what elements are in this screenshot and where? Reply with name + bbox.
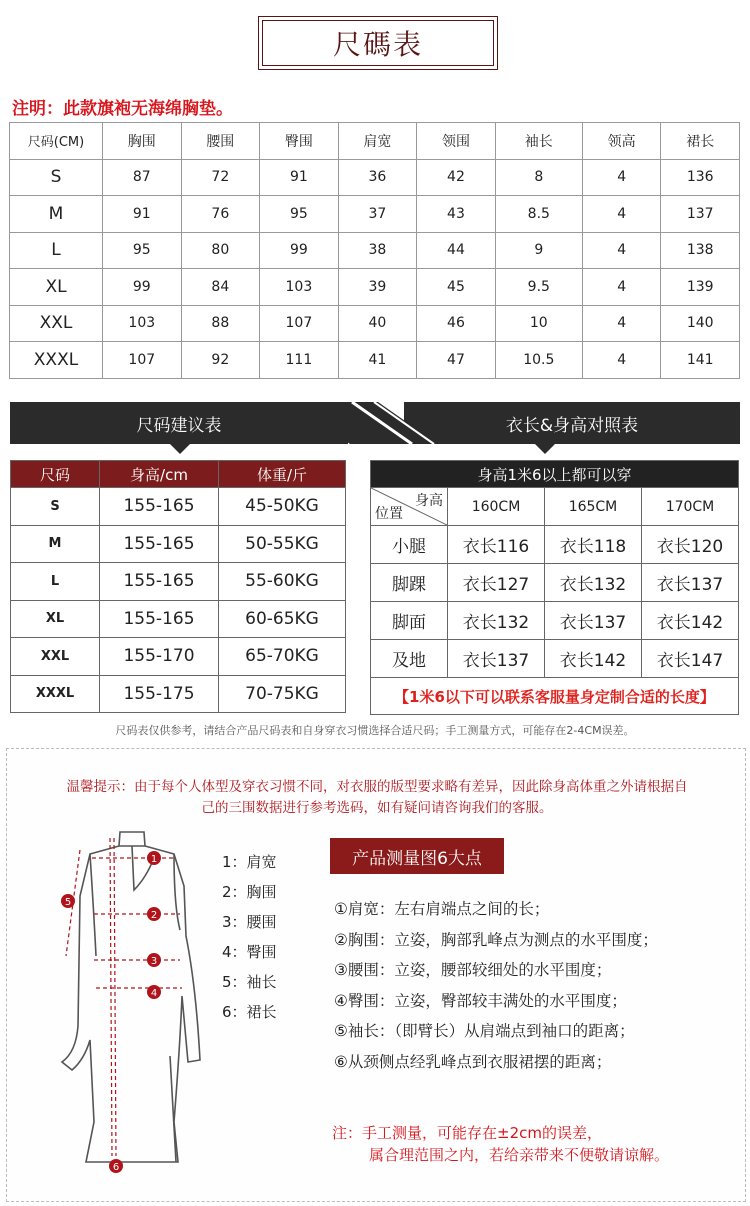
table-header-cell: 160CM — [448, 488, 545, 526]
table-cell: 139 — [661, 269, 740, 306]
table-cell: 80 — [181, 232, 260, 269]
legend-item: 3：腰围 — [222, 913, 277, 931]
table-header-cell: 袖长 — [495, 123, 582, 160]
table-cell: 40 — [338, 305, 417, 342]
table-cell: 155-175 — [100, 675, 219, 713]
table-cell: M — [11, 525, 100, 563]
legend-item: 2：胸围 — [222, 883, 277, 901]
table-cell: 95 — [103, 232, 182, 269]
table-cell: 155-165 — [100, 600, 219, 638]
tip-line: 温馨提示：由于每个人体型及穿衣习惯不同，对衣服的版型要求略有差异，因此除身高体重之外请根据自 — [66, 779, 688, 795]
table-cell: 72 — [181, 159, 260, 196]
legend-item: 4：臀围 — [222, 943, 277, 961]
table-cell: 137 — [661, 196, 740, 233]
marker-3: 3 — [150, 956, 158, 967]
table-cell: 脚面 — [371, 602, 448, 640]
measure-title: 产品测量图6大点 — [330, 838, 504, 874]
measure-list — [334, 894, 658, 1077]
table-cell: L — [10, 232, 103, 269]
table-cell: 107 — [103, 342, 182, 379]
table-header-cell: 身高/cm — [100, 461, 219, 488]
table-cell: 衣长118 — [544, 526, 641, 564]
table-cell: 衣长116 — [448, 526, 545, 564]
table-cell: 4 — [582, 232, 661, 269]
list-item: ③腰围：立姿，腰部较细处的水平围度； — [334, 961, 612, 979]
table-row — [371, 564, 739, 602]
table-cell: 10.5 — [495, 342, 582, 379]
table-cell: M — [10, 196, 103, 233]
table-cell: 91 — [103, 196, 182, 233]
table-cell: 8 — [495, 159, 582, 196]
table-header-cell: 领高 — [582, 123, 661, 160]
tip-line: 己的三围数据进行参考选码，如有疑问请咨询我们的客服。 — [201, 800, 553, 816]
table-cell: 衣长120 — [641, 526, 738, 564]
foot-note-line: 注：手工测量，可能存在±2cm的误差， — [332, 1124, 602, 1142]
table-cell: 9.5 — [495, 269, 582, 306]
corner-cell — [371, 488, 448, 526]
table-row — [10, 232, 740, 269]
table-cell: XXXL — [11, 675, 100, 713]
marker-6: 6 — [112, 1162, 120, 1173]
foot-note — [332, 1122, 669, 1166]
table-header-cell: 胸围 — [103, 123, 182, 160]
table-cell: 155-165 — [100, 488, 219, 526]
custom-length-note: 【1米6以下可以联系客服量身定制合适的长度】 — [371, 678, 739, 715]
table-cell: 38 — [338, 232, 417, 269]
table-cell: 衣长137 — [448, 640, 545, 678]
table-cell: 衣长132 — [448, 602, 545, 640]
table-cell: 4 — [582, 196, 661, 233]
marker-4: 4 — [150, 988, 158, 999]
table-cell: 45-50KG — [219, 488, 346, 526]
table-cell: XXL — [11, 638, 100, 676]
table-header-cell: 臀围 — [260, 123, 339, 160]
table-row — [10, 305, 740, 342]
table-cell: 140 — [661, 305, 740, 342]
down-arrow-icon — [535, 444, 555, 456]
table-cell: 10 — [495, 305, 582, 342]
table-cell: 88 — [181, 305, 260, 342]
marker-1: 1 — [150, 854, 158, 865]
size-suggestion-table — [10, 460, 346, 713]
table-cell: 103 — [260, 269, 339, 306]
table-cell: 及地 — [371, 640, 448, 678]
table-cell: 70-75KG — [219, 675, 346, 713]
corner-label-height: 身高 — [415, 493, 443, 509]
table-row — [371, 640, 739, 678]
table-row — [11, 600, 346, 638]
corner-label-position: 位置 — [375, 506, 403, 522]
table-cell: 37 — [338, 196, 417, 233]
table-cell: 衣长137 — [641, 564, 738, 602]
table-header-cell: 裙长 — [661, 123, 740, 160]
table-cell: 41 — [338, 342, 417, 379]
table-cell: 衣长142 — [544, 640, 641, 678]
table-header-cell: 165CM — [544, 488, 641, 526]
table-cell: S — [11, 488, 100, 526]
list-item: ⑤袖长：（即臂长）从肩端点到袖口的距离； — [334, 1022, 635, 1040]
table-header-cell: 尺码 — [11, 461, 100, 488]
table-row — [11, 525, 346, 563]
table-cell: 65-70KG — [219, 638, 346, 676]
table-cell: 111 — [260, 342, 339, 379]
table-header-cell: 尺码(CM) — [10, 123, 103, 160]
table-cell: 衣长142 — [641, 602, 738, 640]
table-cell: 136 — [661, 159, 740, 196]
table-cell: 4 — [582, 342, 661, 379]
table-cell: 43 — [417, 196, 496, 233]
table-cell: 4 — [582, 159, 661, 196]
table-cell: 138 — [661, 232, 740, 269]
table-cell: 小腿 — [371, 526, 448, 564]
list-item: ⑥从颈侧点经乳峰点到衣服裙摆的距离； — [334, 1052, 612, 1071]
table-cell: 44 — [417, 232, 496, 269]
table-cell: 60-65KG — [219, 600, 346, 638]
table-row — [11, 563, 346, 601]
table-cell: 95 — [260, 196, 339, 233]
down-arrow-icon — [170, 444, 190, 456]
table-row — [11, 488, 346, 526]
table-cell: L — [11, 563, 100, 601]
table-cell: 8.5 — [495, 196, 582, 233]
list-item: ④臀围：立姿，臀部较丰满处的水平围度； — [334, 991, 627, 1010]
legend-item: 5：袖长 — [222, 973, 277, 991]
table-cell: 50-55KG — [219, 525, 346, 563]
table-cell: 55-60KG — [219, 563, 346, 601]
table-row — [11, 675, 346, 713]
table-header-row — [11, 461, 346, 488]
table-header-cell: 肩宽 — [338, 123, 417, 160]
table-row — [11, 638, 346, 676]
length-height-table — [370, 460, 739, 715]
table-cell: XL — [10, 269, 103, 306]
table-header-cell: 170CM — [641, 488, 738, 526]
table-header-cell: 领围 — [417, 123, 496, 160]
table-cell: 99 — [260, 232, 339, 269]
table-cell: 87 — [103, 159, 182, 196]
table-cell: 91 — [260, 159, 339, 196]
table-cell: 107 — [260, 305, 339, 342]
table-cell: 84 — [181, 269, 260, 306]
table-cell: 42 — [417, 159, 496, 196]
table-row — [10, 269, 740, 306]
qipao-diagram — [50, 826, 215, 1178]
table-cell: S — [10, 159, 103, 196]
table-header-cell: 体重/斤 — [219, 461, 346, 488]
table-cell: 9 — [495, 232, 582, 269]
table-row — [10, 196, 740, 233]
table-header-cell: 腰围 — [181, 123, 260, 160]
table-header-row — [10, 123, 740, 160]
foot-note-line: 属合理范围之内，若给亲带来不便敬请谅解。 — [369, 1146, 670, 1164]
note-text: 注明：此款旗袍无海绵胸垫。 — [12, 99, 233, 119]
table-cell: 4 — [582, 305, 661, 342]
marker-2: 2 — [150, 910, 158, 921]
table-cell: XXL — [10, 305, 103, 342]
measure-legend — [222, 847, 277, 1027]
table-row — [10, 159, 740, 196]
table-cell: 46 — [417, 305, 496, 342]
table-cell: 47 — [417, 342, 496, 379]
table-cell: 99 — [103, 269, 182, 306]
table-cell: 衣长147 — [641, 640, 738, 678]
table-cell: 脚踝 — [371, 564, 448, 602]
size-table — [9, 122, 740, 379]
table-row — [10, 342, 740, 379]
table-cell: 4 — [582, 269, 661, 306]
table-row — [371, 526, 739, 564]
suggest-band: 尺码建议表 — [10, 402, 348, 444]
table-cell: 衣长132 — [544, 564, 641, 602]
table-cell: 92 — [181, 342, 260, 379]
page-title: 尺碼表 — [262, 20, 494, 66]
table-cell: 155-165 — [100, 525, 219, 563]
table-cell: 103 — [103, 305, 182, 342]
table-cell: 155-170 — [100, 638, 219, 676]
length-band: 衣长&身高对照表 — [404, 402, 740, 444]
table-row — [371, 488, 739, 526]
table-header-row — [371, 461, 739, 488]
table-header-cell: 身高1米6以上都可以穿 — [371, 461, 739, 488]
table-cell: 衣长127 — [448, 564, 545, 602]
disclaimer-text: 尺码表仅供参考，请结合产品尺码表和自身穿衣习惯选择合适尺码；手工测量方式，可能存在2-4CM误差。 — [115, 724, 635, 737]
table-row — [371, 602, 739, 640]
table-cell: 45 — [417, 269, 496, 306]
table-cell: 76 — [181, 196, 260, 233]
table-row — [371, 678, 739, 715]
list-item: ①肩宽：左右肩端点之间的长； — [334, 900, 550, 918]
tip-text — [18, 777, 736, 819]
table-cell: XXXL — [10, 342, 103, 379]
legend-item: 6：裙长 — [222, 1003, 277, 1021]
table-cell: XL — [11, 600, 100, 638]
band-stripes — [290, 400, 460, 446]
legend-item: 1：肩宽 — [222, 853, 277, 871]
marker-5: 5 — [64, 897, 72, 908]
table-cell: 衣长137 — [544, 602, 641, 640]
table-cell: 36 — [338, 159, 417, 196]
table-cell: 141 — [661, 342, 740, 379]
table-cell: 39 — [338, 269, 417, 306]
list-item: ②胸围：立姿，胸部乳峰点为测点的水平围度； — [334, 930, 658, 949]
table-cell: 155-165 — [100, 563, 219, 601]
